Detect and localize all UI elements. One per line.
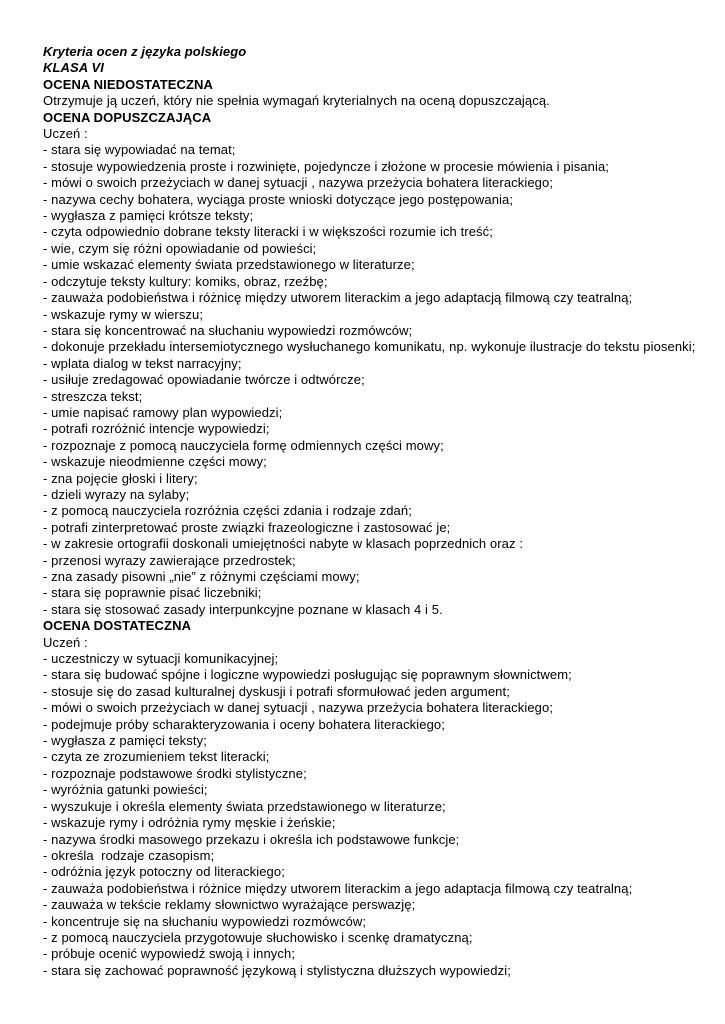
criteria-item: - odróżnia język potoczny od literackiego; xyxy=(43,864,285,880)
criteria-item: - stara się koncentrować na słuchaniu wypowiedzi rozmówców; xyxy=(43,322,413,338)
criteria-item: - koncentruje się na słuchaniu wypowiedzi rozmówców; xyxy=(43,913,367,929)
criteria-item: - dzieli wyrazy na sylaby; xyxy=(43,486,190,502)
criteria-item: - podejmuje próby scharakteryzowania i oceny bohatera literackiego; xyxy=(43,716,445,732)
criteria-item: - wskazuje nieodmienne części mowy; xyxy=(43,454,267,470)
criteria-item: - stara się wypowiadać na temat; xyxy=(43,142,236,158)
criteria-item: - odczytuje teksty kultury: komiks, obraz, rzeźbę; xyxy=(43,273,328,289)
criteria-item: - umie wskazać elementy świata przedstawionego w literaturze; xyxy=(43,257,415,273)
criteria-item: - przenosi wyrazy zawierające przedrostek; xyxy=(43,552,296,568)
criteria-item: - rozpoznaje podstawowe środki stylistyczne; xyxy=(43,765,307,781)
criteria-item: - zauważa w tekście reklamy słownictwo wyrażające perswazję; xyxy=(43,897,416,913)
criteria-item: - zna pojęcie głoski i litery; xyxy=(43,470,198,486)
criteria-item: - wygłasza z pamięci krótsze teksty; xyxy=(43,208,254,224)
section-intro: Otrzymuje ją uczeń, który nie spełnia wymagań kryterialnych na oceną dopuszczającą. xyxy=(43,93,550,109)
criteria-item: - wskazuje rymy i odróżnia rymy męskie i żeńskie; xyxy=(43,815,336,831)
criteria-item: - stara się stosować zasady interpunkcyjne poznane w klasach 4 i 5. xyxy=(43,601,443,617)
criteria-item: - usiłuje zredagować opowiadanie twórcze i odtwórcze; xyxy=(43,372,365,388)
criteria-item: - potrafi zinterpretować proste związki frazeologiczne i zastosować je; xyxy=(43,519,451,535)
criteria-item: - wie, czym się różni opowiadanie od powieści; xyxy=(43,240,317,256)
criteria-item: - czyta odpowiednio dobrane teksty literacki i w większości rozumie ich treść; xyxy=(43,224,493,240)
criteria-item: - zauważa podobieństwa i różnice między utworem literackim a jego adaptacja filmową czy teatralną; xyxy=(43,880,633,896)
section-intro: Uczeń : xyxy=(43,634,88,650)
document-page xyxy=(43,44,725,979)
section-heading: OCENA NIEDOSTATECZNA xyxy=(43,76,214,92)
criteria-item: - wygłasza z pamięci teksty; xyxy=(43,733,207,749)
criteria-item: - mówi o swoich przeżyciach w danej sytuacji , nazywa przeżycia bohatera literackiego; xyxy=(43,700,554,716)
grade-section xyxy=(43,110,725,619)
criteria-item: - streszcza tekst; xyxy=(43,388,143,404)
grade-section xyxy=(43,77,725,110)
criteria-item: - stara się poprawnie pisać liczebniki; xyxy=(43,585,262,601)
criteria-item: - czyta ze zrozumieniem tekst literacki; xyxy=(43,749,270,765)
section-heading: OCENA DOPUSZCZAJĄCA xyxy=(43,109,212,125)
document-sections xyxy=(43,77,725,979)
section-heading: OCENA DOSTATECZNA xyxy=(43,618,192,634)
criteria-item: - wskazuje rymy w wierszu; xyxy=(43,306,204,322)
criteria-item: - z pomocą nauczyciela przygotowuje słuchowisko i scenkę dramatyczną; xyxy=(43,929,473,945)
criteria-item: - wplata dialog w tekst narracyjny; xyxy=(43,355,242,371)
grade-section xyxy=(43,618,725,979)
section-intro: Uczeń : xyxy=(43,126,88,142)
criteria-item: - wyszukuje i określa elementy świata przedstawionego w literaturze; xyxy=(43,798,446,814)
criteria-item: - wyróżnia gatunki powieści; xyxy=(43,782,208,798)
document-title: Kryteria ocen z języka polskiego xyxy=(43,44,247,59)
criteria-item: - stosuje wypowiedzenia proste i rozwinięte, pojedyncze i złożone w procesie mówienia i pisania; xyxy=(43,158,609,174)
criteria-item: - nazywa środki masowego przekazu i określa ich podstawowe funkcje; xyxy=(43,831,460,847)
criteria-item: - zna zasady pisowni „nie” z różnymi częściami mowy; xyxy=(43,569,360,584)
criteria-item: - próbuje ocenić wypowiedź swoją i innych; xyxy=(43,946,296,962)
criteria-item: - w zakresie ortografii doskonali umiejętności nabyte w klasach poprzednich oraz : xyxy=(43,536,524,552)
criteria-item: - zauważa podobieństwa i różnicę między utworem literackim a jego adaptacją filmową czy teatralną; xyxy=(43,290,633,306)
criteria-item: - określa rodzaje czasopism; xyxy=(43,847,215,863)
criteria-item: - dokonuje przekładu intersemiotycznego wysłuchanego komunikatu, np. wykonuje ilustracje do tekstu piosenki; xyxy=(43,339,696,355)
criteria-item: - rozpoznaje z pomocą nauczyciela formę odmiennych części mowy; xyxy=(43,437,444,453)
criteria-item: - nazywa cechy bohatera, wyciąga proste wnioski dotyczące jego postępowania; xyxy=(43,191,514,207)
criteria-item: - stara się budować spójne i logiczne wypowiedzi posługując się poprawnym słownictwem; xyxy=(43,667,572,683)
criteria-item: - stosuje się do zasad kulturalnej dyskusji i potrafi sformułować jeden argument; xyxy=(43,683,510,699)
criteria-item: - z pomocą nauczyciela rozróżnia części zdania i rodzaje zdań; xyxy=(43,503,412,519)
criteria-item: - mówi o swoich przeżyciach w danej sytuacji , nazywa przeżycia bohatera literackiego; xyxy=(43,175,554,191)
criteria-item: - umie napisać ramowy plan wypowiedzi; xyxy=(43,404,283,420)
criteria-item: - potrafi rozróżnić intencje wypowiedzi; xyxy=(43,421,270,437)
document-subtitle: KLASA VI xyxy=(43,60,104,76)
criteria-item: - uczestniczy w sytuacji komunikacyjnej; xyxy=(43,651,279,667)
criteria-item: - stara się zachować poprawność językową i stylistyczna dłuższych wypowiedzi; xyxy=(43,962,511,978)
